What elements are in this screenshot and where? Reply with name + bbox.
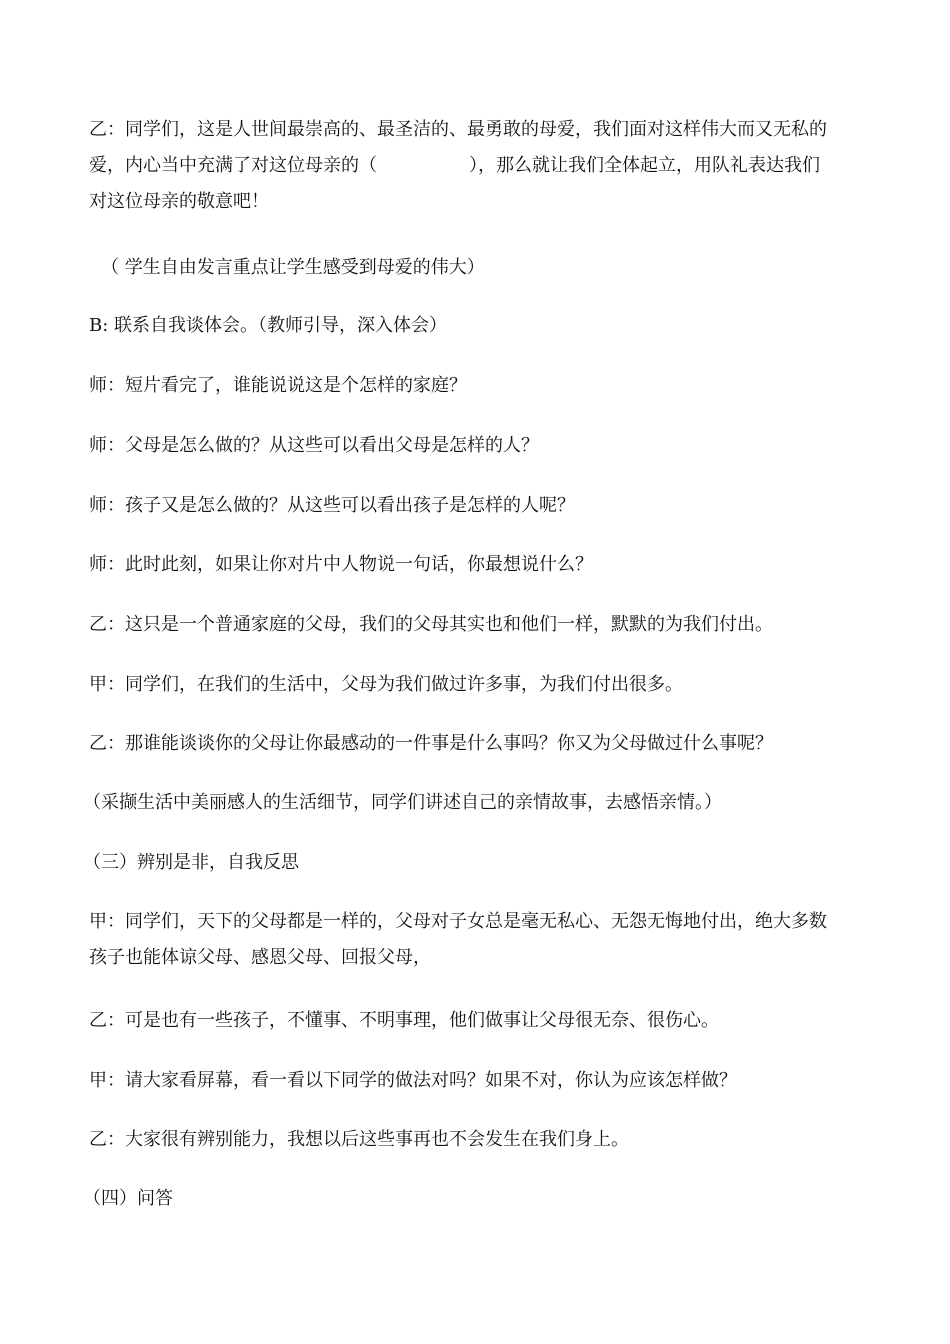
- paragraph-line: 乙：同学们，这是人世间最崇高的、最圣洁的、最勇敢的母爱，我们面对这样伟大而又无私的: [89, 119, 827, 140]
- paragraph-teacher-question-parents: 师：父母是怎么做的？从这些可以看出父母是怎样的人？: [89, 435, 539, 456]
- paragraph-line-with-blank: [89, 148, 869, 184]
- paragraph-line: 孩子也能体谅父母、感恩父母、回报父母，: [89, 947, 431, 968]
- paragraph-teacher-question-child: 师：孩子又是怎么做的？从这些可以看出孩子是怎样的人呢？: [89, 495, 575, 516]
- paragraph-jia-parents-do-much: 甲：同学们，在我们的生活中，父母为我们做过许多事，为我们付出很多。: [89, 674, 683, 695]
- paragraph-student-speech-note: （ 学生自由发言重点让学生感受到母爱的伟大）: [101, 257, 485, 278]
- paragraph-yi-ordinary-family: 乙：这只是一个普通家庭的父母，我们的父母其实也和他们一样，默默的为我们付出。: [89, 614, 773, 635]
- paragraph-b-self-reflection: B: 联系自我谈体会。（教师引导，深入体会）: [89, 315, 448, 336]
- section-heading-3: （三）辨别是非，自我反思: [83, 852, 299, 873]
- paragraph-teacher-question-words: 师：此时此刻，如果让你对片中人物说一句话，你最想说什么？: [89, 554, 593, 575]
- paragraph-jia-parents-selfless: [89, 904, 869, 976]
- paragraph-line: 对这位母亲的敬意吧！: [89, 191, 269, 212]
- paragraph-yi-mothers-love: [89, 112, 869, 220]
- paragraph-yi-discernment: 乙：大家很有辨别能力，我想以后这些事再也不会发生在我们身上。: [89, 1129, 629, 1150]
- line-segment: ），那么就让我们全体起立，用队礼表达我们: [469, 155, 820, 176]
- paragraph-life-details-note: （采撷生活中美丽感人的生活细节，同学们讲述自己的亲情故事，去感悟亲情。）: [83, 792, 722, 813]
- paragraph-line: 甲：同学们，天下的父母都是一样的，父母对子女总是毫无私心、无怨无悔地付出，绝大多数: [89, 911, 827, 932]
- paragraph-yi-some-children: 乙：可是也有一些孩子，不懂事、不明事理，他们做事让父母很无奈、很伤心。: [89, 1010, 719, 1031]
- paragraph-teacher-question-family: 师：短片看完了，谁能说说这是个怎样的家庭？: [89, 375, 467, 396]
- section-heading-4: （四）问答: [83, 1188, 173, 1209]
- paragraph-jia-look-at-screen: 甲：请大家看屏幕，看一看以下同学的做法对吗？如果不对，你认为应该怎样做？: [89, 1070, 737, 1091]
- paragraph-yi-moving-story: 乙：那谁能谈谈你的父母让你最感动的一件事是什么事吗？你又为父母做过什么事呢？: [89, 733, 773, 754]
- line-segment: 爱，内心当中充满了对这位母亲的（: [89, 155, 377, 176]
